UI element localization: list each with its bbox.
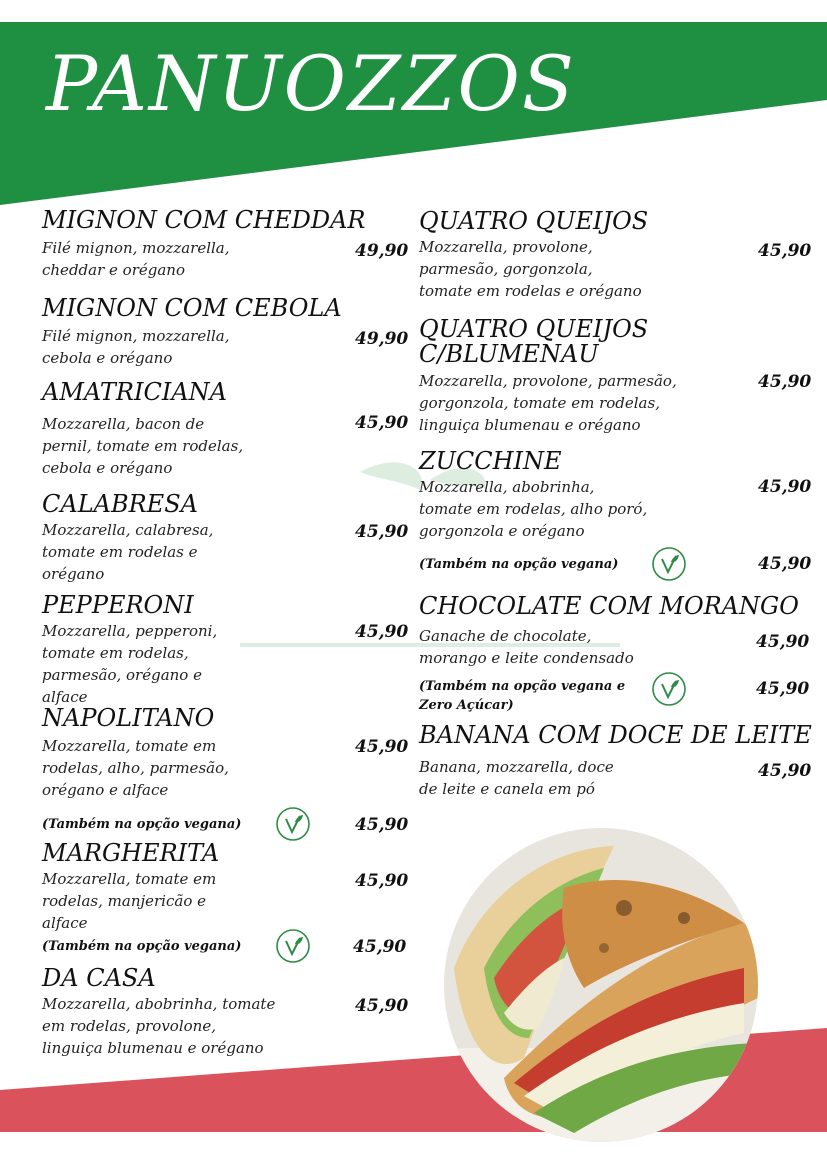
- menu-item-da-casa: [42, 966, 275, 1059]
- item-name: CHOCOLATE COM MORANGO: [419, 592, 799, 620]
- menu-item-amatriciana: [42, 380, 243, 479]
- item-price: 45,90: [758, 761, 812, 781]
- item-name-line: QUATRO QUEIJOS: [419, 315, 649, 343]
- vegan-option-note: (Também na opção vegana): [419, 557, 619, 572]
- item-desc-line: parmesão, gorgonzola,: [419, 260, 593, 279]
- item-name: QUATRO QUEIJOS: [419, 207, 649, 235]
- item-name-line: C/BLUMENAU: [419, 340, 599, 369]
- item-desc-line: cebola e orégano: [42, 349, 173, 368]
- item-desc-line: gorgonzola, tomate em rodelas,: [419, 394, 660, 413]
- item-price: 45,90: [756, 632, 810, 652]
- item-desc-line: tomate em rodelas e: [42, 543, 198, 562]
- vegan-price: 45,90: [758, 554, 812, 574]
- item-desc-line: linguiça blumenau e orégano: [419, 416, 641, 435]
- menu-item-chocolate-morango: [419, 594, 799, 669]
- item-desc-line: morango e leite condensado: [419, 649, 634, 668]
- item-desc-line: orégano: [42, 565, 105, 584]
- item-desc-line: gorgonzola e orégano: [419, 522, 585, 541]
- item-price: 45,90: [355, 522, 409, 542]
- item-price: 45,90: [758, 241, 812, 261]
- menu-item-margherita: [42, 841, 219, 934]
- item-desc-line: Mozzarella, provolone, parmesão,: [419, 372, 677, 391]
- item-desc-line: Filé mignon, mozzarella,: [42, 239, 230, 258]
- menu-item-zucchine: [419, 449, 647, 542]
- item-desc-line: parmesão, orégano e: [42, 666, 202, 685]
- item-name: MIGNON COM CHEDDAR: [42, 206, 366, 234]
- vegan-option-note: [419, 677, 625, 715]
- vegan-note-line: Zero Açúcar): [419, 698, 514, 713]
- item-price: 45,90: [355, 622, 409, 642]
- item-desc-line: Ganache de chocolate,: [419, 627, 592, 646]
- item-desc-line: Filé mignon, mozzarella,: [42, 327, 230, 346]
- item-name: NAPOLITANO: [42, 704, 215, 732]
- item-price: 49,90: [355, 329, 409, 349]
- menu-item-quatro-queijos: [419, 209, 648, 302]
- item-desc-line: rodelas, manjericão e: [42, 892, 206, 911]
- item-name: DA CASA: [42, 964, 156, 992]
- item-desc-line: pernil, tomate em rodelas,: [42, 437, 244, 456]
- item-price: 45,90: [758, 477, 812, 497]
- menu-item-calabresa: [42, 492, 213, 585]
- vegan-leaf-icon: [275, 928, 311, 964]
- vegan-price: 45,90: [355, 815, 409, 835]
- item-name: [419, 317, 677, 367]
- item-name: MIGNON COM CEBOLA: [42, 294, 342, 322]
- item-price: 49,90: [355, 241, 409, 261]
- item-desc-line: cheddar e orégano: [42, 261, 185, 280]
- item-desc-line: de leite e canela em pó: [419, 780, 595, 799]
- item-desc-line: alface: [42, 914, 88, 933]
- item-desc-line: linguiça blumenau e orégano: [42, 1039, 264, 1058]
- item-name: ZUCCHINE: [419, 447, 562, 475]
- item-desc-line: em rodelas, provolone,: [42, 1017, 216, 1036]
- item-price: 45,90: [355, 996, 409, 1016]
- item-desc-line: Mozzarella, bacon de: [42, 415, 205, 434]
- item-desc-line: orégano e alface: [42, 781, 169, 800]
- item-desc-line: Mozzarella, abobrinha, tomate: [42, 995, 276, 1014]
- menu-item-mignon-cebola: [42, 296, 342, 369]
- item-desc-line: rodelas, alho, parmesão,: [42, 759, 229, 778]
- item-name: AMATRICIANA: [42, 378, 227, 406]
- item-desc-line: Banana, mozzarella, doce: [419, 758, 614, 777]
- item-desc-line: tomate em rodelas, alho poró,: [419, 500, 648, 519]
- menu-item-quatro-queijos-blumenau: [419, 317, 677, 436]
- item-price: 45,90: [758, 372, 812, 392]
- item-desc-line: cebola e orégano: [42, 459, 173, 478]
- vegan-leaf-icon: [275, 806, 311, 842]
- item-name: CALABRESA: [42, 490, 198, 518]
- item-price: 45,90: [355, 871, 409, 891]
- item-desc-line: Mozzarella, abobrinha,: [419, 478, 595, 497]
- item-desc-line: Mozzarella, provolone,: [419, 238, 593, 257]
- vegan-option-note: (Também na opção vegana): [42, 817, 242, 832]
- item-name: MARGHERITA: [42, 839, 220, 867]
- item-price: 45,90: [355, 413, 409, 433]
- item-desc-line: Mozzarella, tomate em: [42, 737, 217, 756]
- item-price: 45,90: [355, 737, 409, 757]
- item-desc-line: tomate em rodelas e orégano: [419, 282, 642, 301]
- item-desc-line: Mozzarella, pepperoni,: [42, 622, 218, 641]
- page-title: PANUOZZOS: [46, 39, 576, 128]
- menu-item-mignon-cheddar: [42, 208, 365, 281]
- item-desc-line: tomate em rodelas,: [42, 644, 189, 663]
- item-desc-line: alface: [42, 688, 88, 707]
- menu-item-banana-doce-leite: [419, 723, 812, 800]
- vegan-note-line: (Também na opção vegana e: [419, 679, 626, 694]
- vegan-leaf-icon: [651, 546, 687, 582]
- item-name: PEPPERONI: [42, 591, 194, 619]
- item-name: BANANA COM DOCE DE LEITE: [419, 721, 812, 749]
- vegan-price: 45,90: [756, 679, 810, 699]
- vegan-price: 45,90: [353, 937, 407, 957]
- panuozzo-sandwich-photo: [444, 828, 758, 1142]
- menu-item-pepperoni: [42, 593, 217, 708]
- vegan-option-note: (Também na opção vegana): [42, 939, 242, 954]
- menu-item-napolitano: [42, 706, 229, 801]
- item-desc-line: Mozzarella, calabresa,: [42, 521, 214, 540]
- item-desc-line: Mozzarella, tomate em: [42, 870, 217, 889]
- vegan-leaf-icon: [651, 671, 687, 707]
